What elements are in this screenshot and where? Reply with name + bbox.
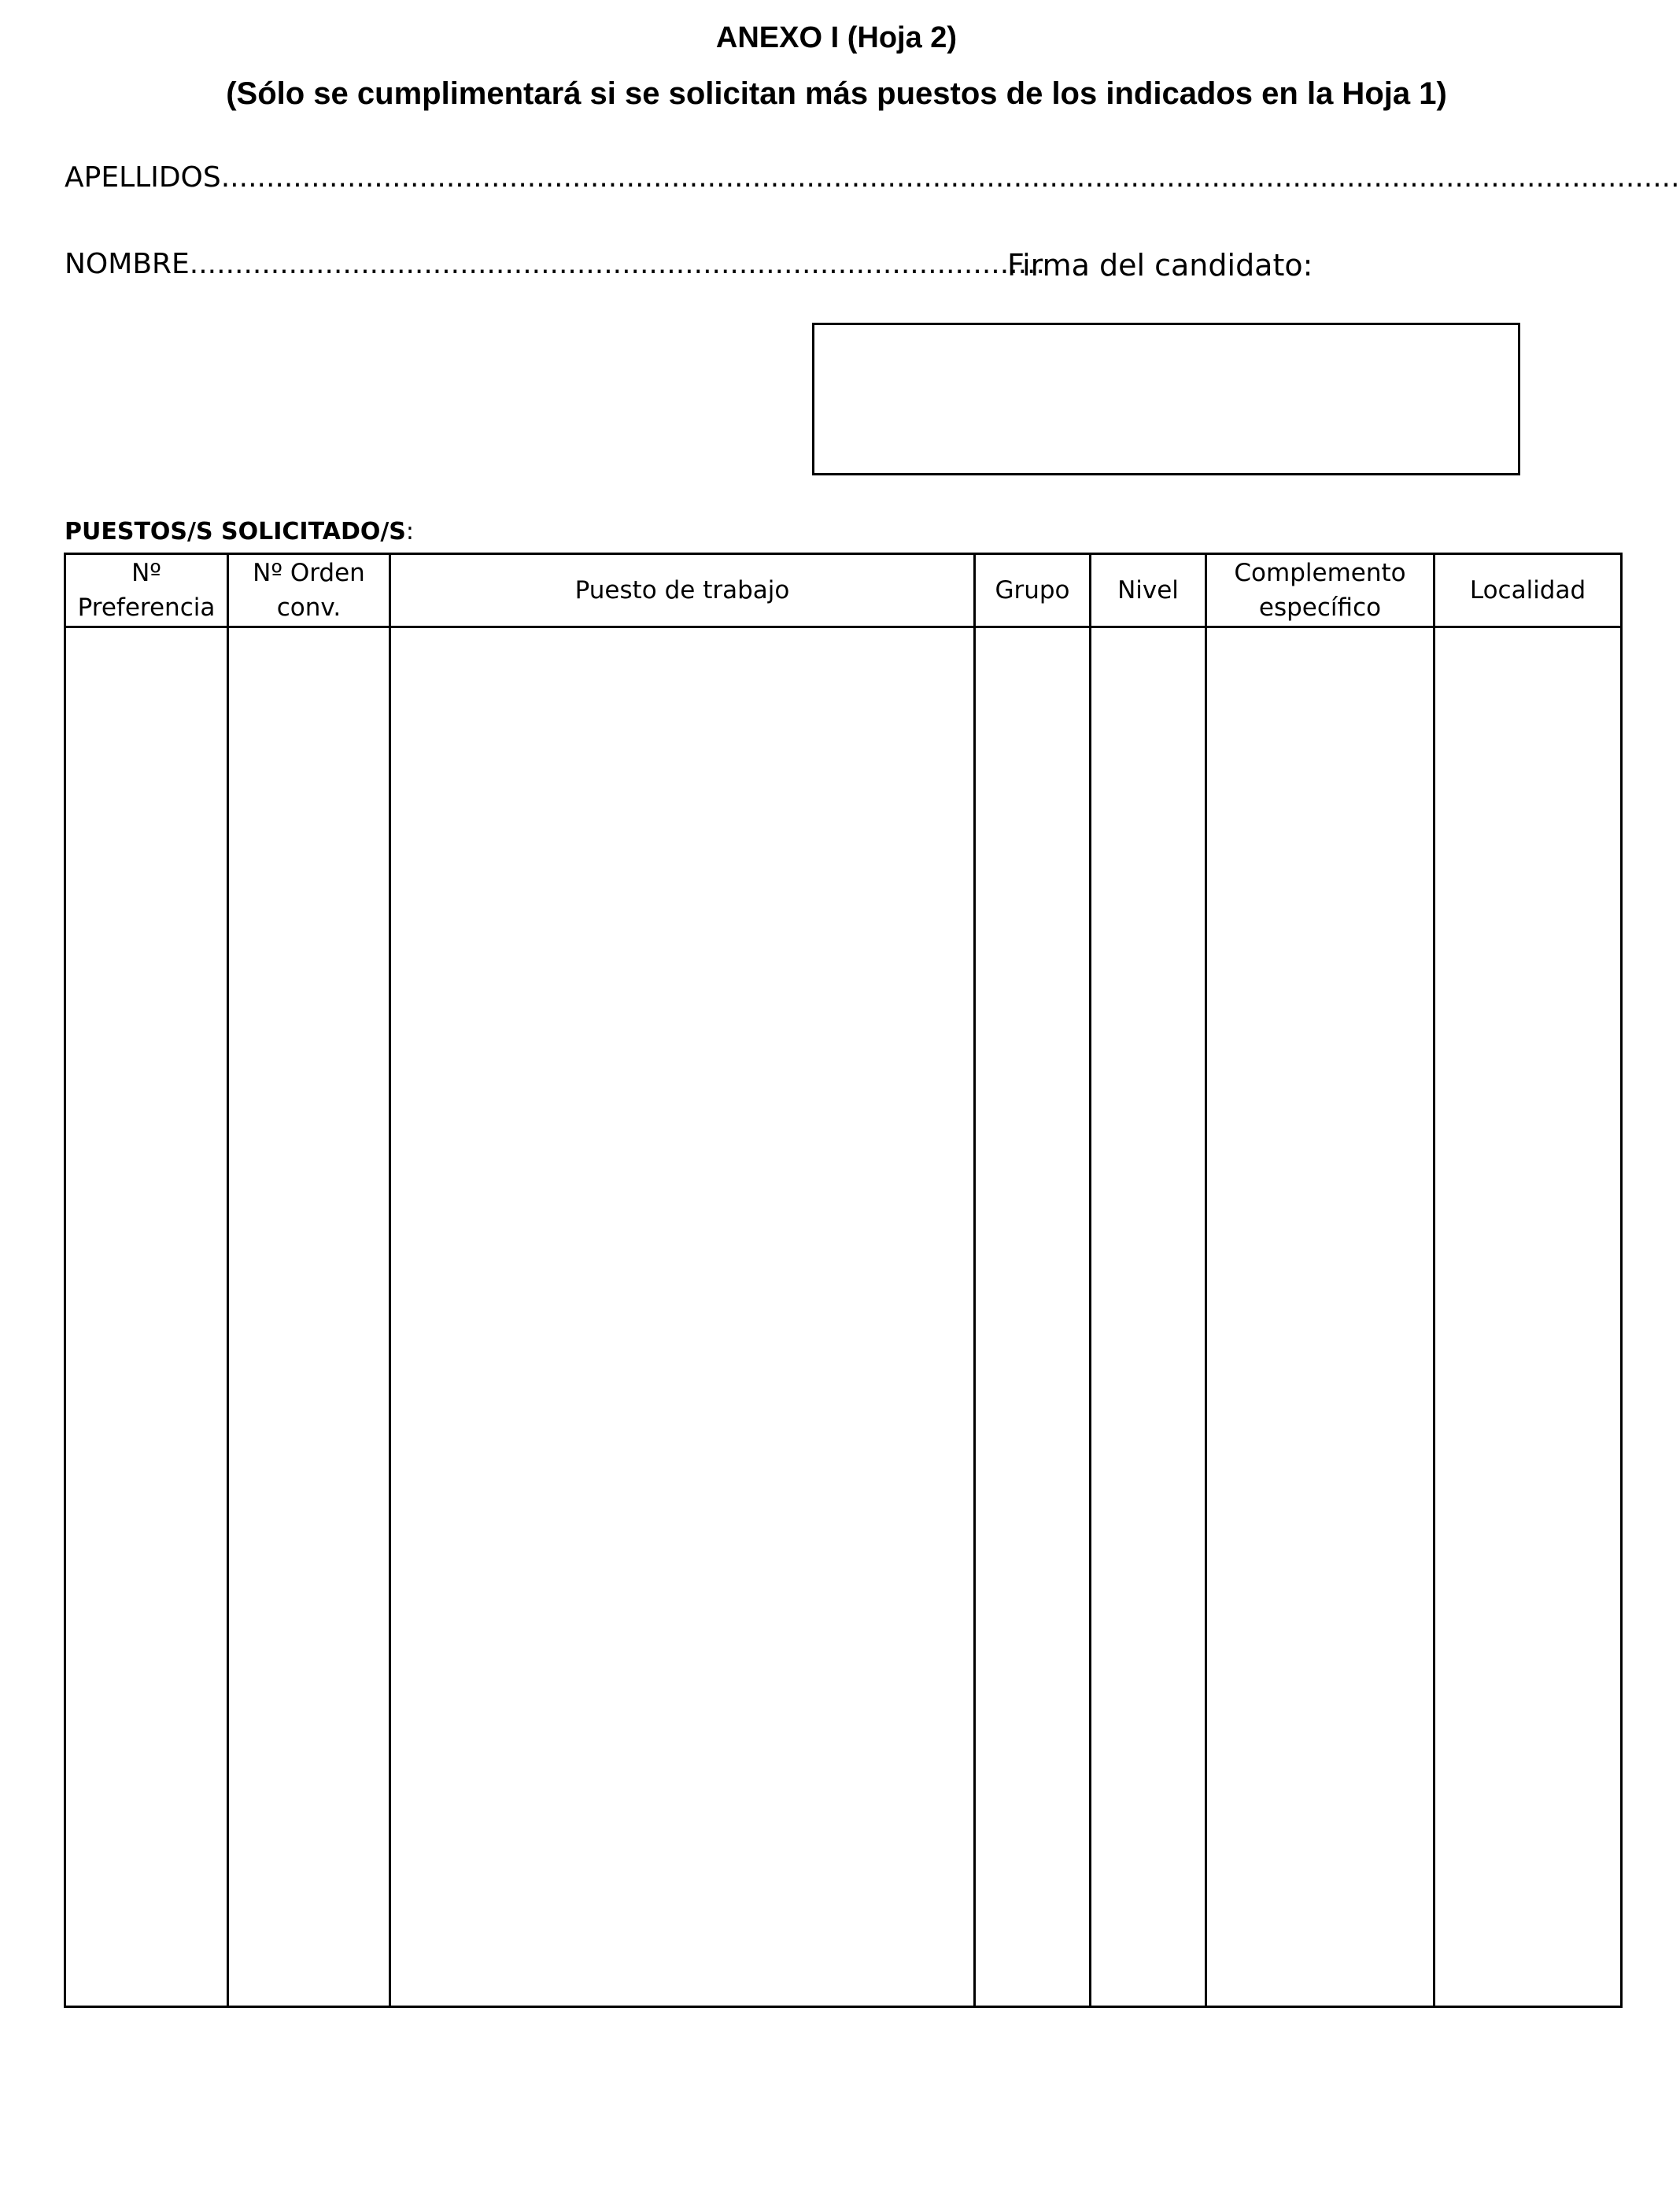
section-label-text: PUESTOS/S SOLICITADO/S (65, 518, 406, 545)
nombre-field[interactable] (65, 247, 1045, 282)
nombre-label: NOMBRE (65, 248, 190, 280)
page-title (0, 19, 1673, 57)
signature-box[interactable] (812, 323, 1520, 475)
cell-complemento-especifico[interactable] (1206, 627, 1434, 2007)
cell-preferencia[interactable] (65, 627, 228, 2007)
header-preferencia: Nº Preferencia (65, 554, 228, 627)
nombre-dotted-line: ............................................................................................... (189, 248, 1045, 280)
header-puesto-trabajo: Puesto de trabajo (390, 554, 975, 627)
cell-localidad[interactable] (1434, 627, 1622, 2007)
positions-table (64, 553, 1623, 2008)
title-main: ANEXO I (715, 21, 840, 54)
table-header-row (65, 554, 1622, 627)
title-sheet: (Hoja 2) (847, 21, 958, 54)
page-subtitle: (Sólo se cumplimentará si se solicitan más puestos de los indicados en la Hoja 1) (226, 76, 1447, 111)
cell-nivel[interactable] (1091, 627, 1206, 2007)
signature-label: Firma del candidato: (1007, 248, 1313, 283)
header-orden-conv: Nº Orden conv. (228, 554, 390, 627)
cell-grupo[interactable] (975, 627, 1091, 2007)
header-grupo: Grupo (975, 554, 1091, 627)
section-label-colon: : (405, 518, 415, 545)
header-nivel: Nivel (1091, 554, 1206, 627)
apellidos-dotted-line: .................................................................................................................................................................. (220, 161, 1680, 194)
header-localidad: Localidad (1434, 554, 1622, 627)
apellidos-field[interactable] (65, 161, 1680, 195)
cell-puesto-trabajo[interactable] (390, 627, 975, 2007)
cell-orden-conv[interactable] (228, 627, 390, 2007)
apellidos-label: APELLIDOS (65, 161, 221, 194)
table-row (65, 627, 1622, 2007)
header-complemento-especifico: Complemento específico (1206, 554, 1434, 627)
section-label (65, 516, 414, 548)
